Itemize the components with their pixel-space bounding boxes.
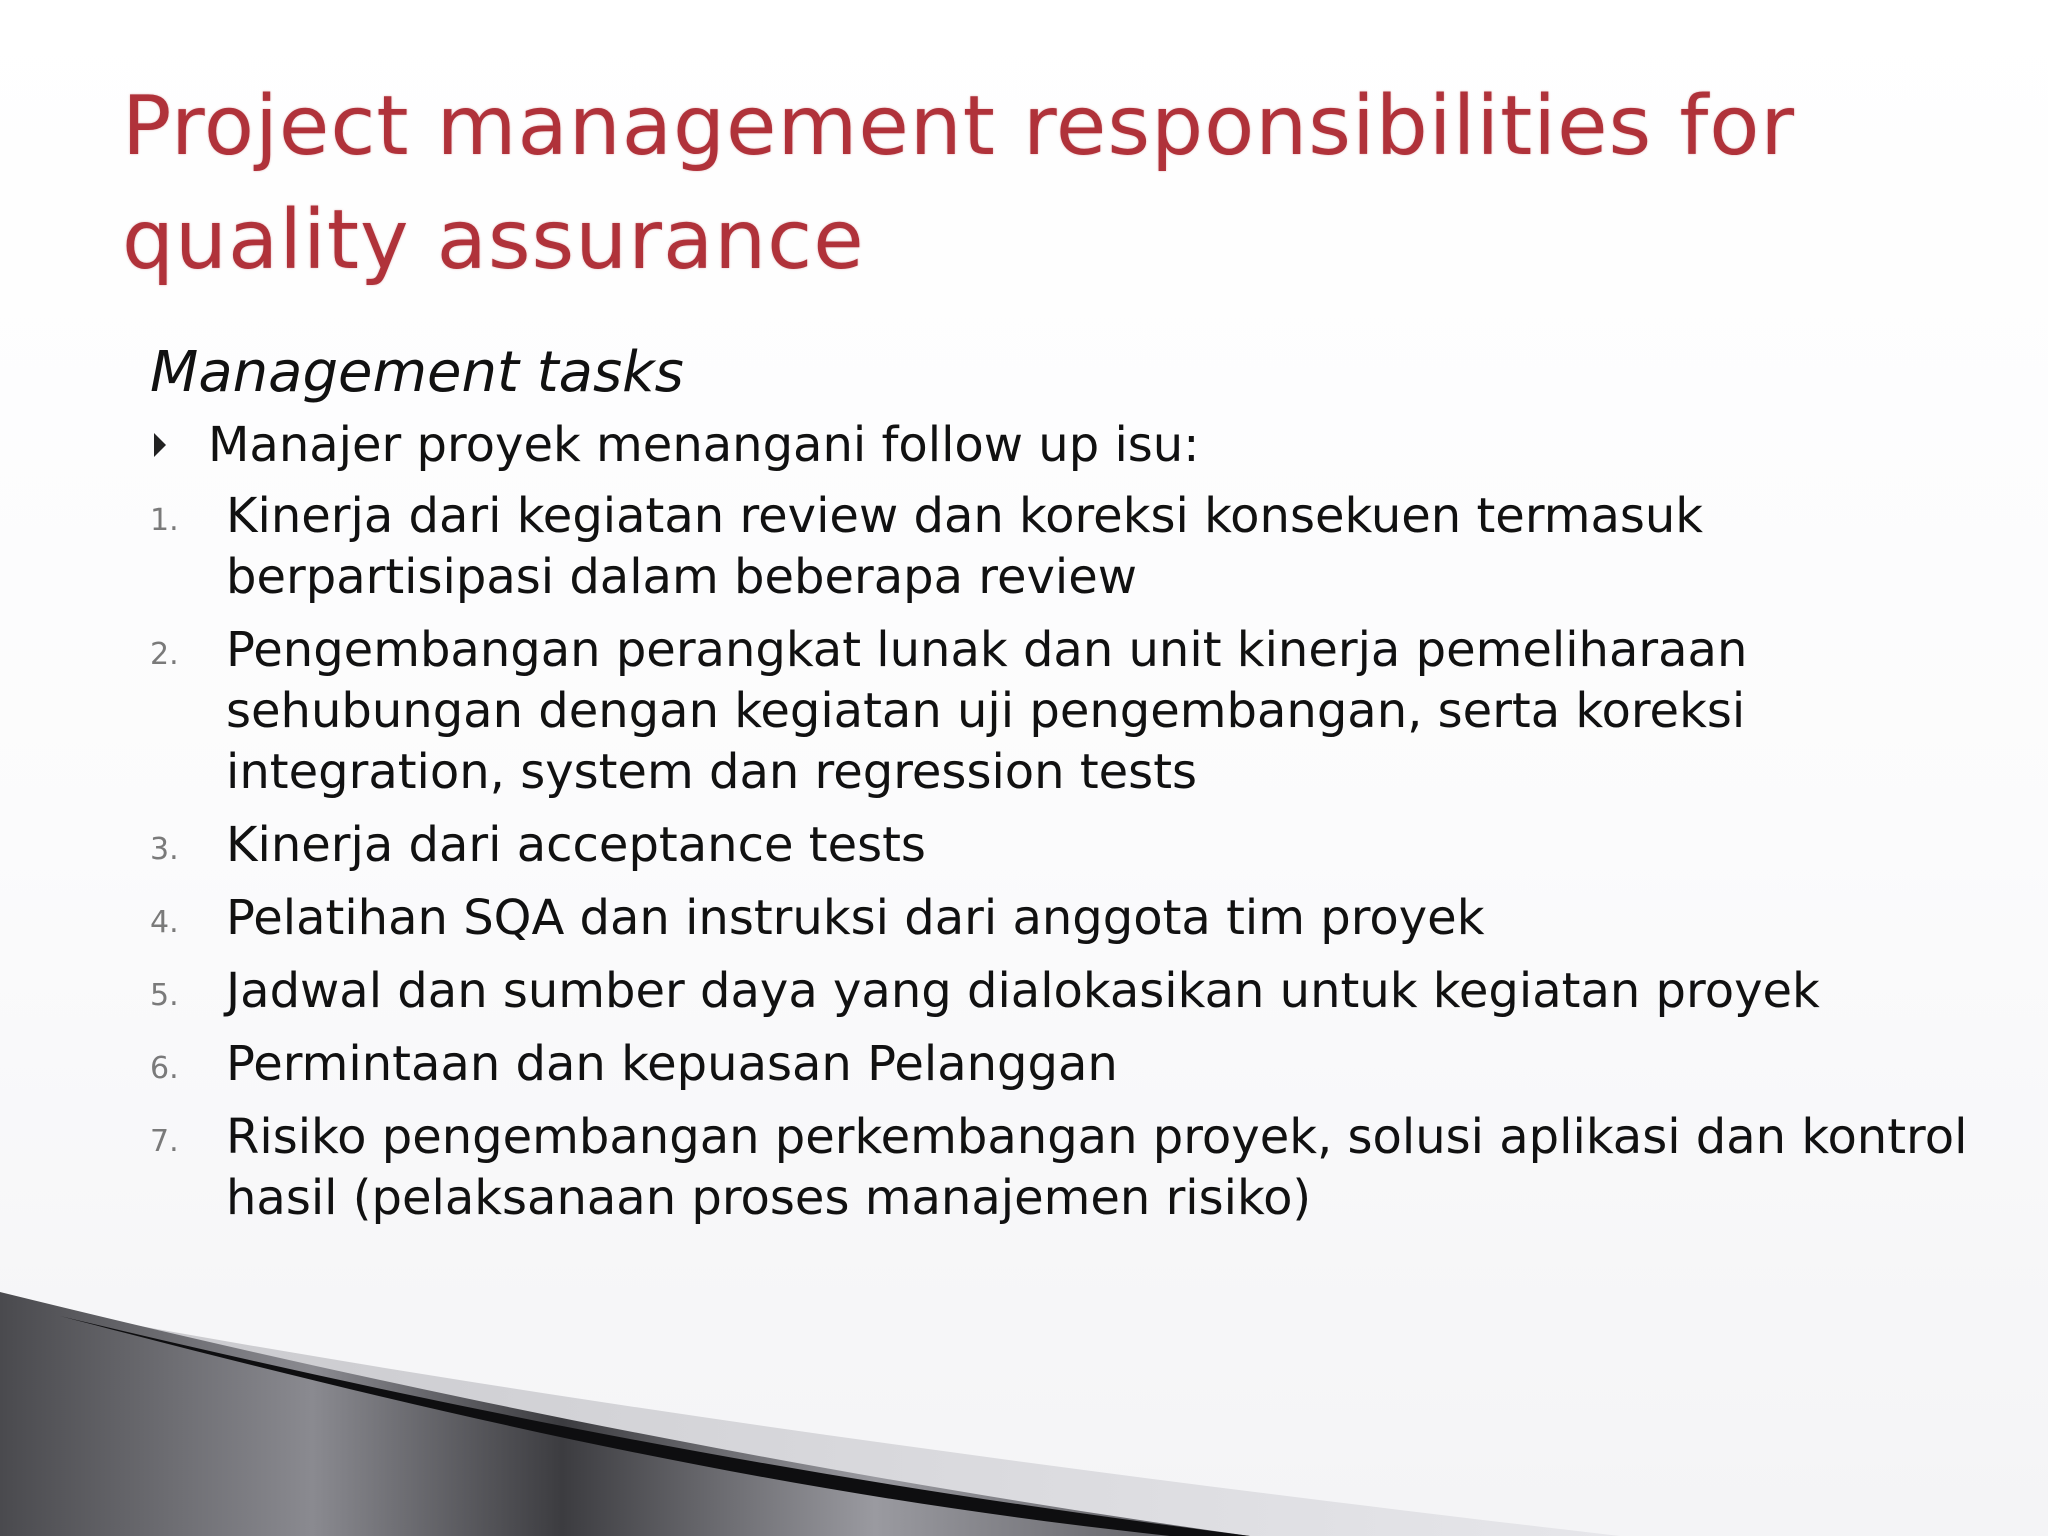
list-item-text: Kinerja dari kegiatan review dan koreksi konsekuen termasuk berpartisipasi dalam beberapa review [226,488,1704,605]
list-item-number: 1. [150,503,179,538]
decorative-swoosh [0,1276,2048,1536]
intro-bullet [150,410,1199,480]
list-item-text: Permintaan dan kepuasan Pelanggan [226,1036,1118,1092]
slide-title-line-2: quality assurance [122,193,865,288]
intro-bullet-text: Manajer proyek menangani follow up isu: [208,417,1200,473]
list-item-number: 4. [150,905,179,940]
list-item-text: Risiko pengembangan perkembangan proyek, solusi aplikasi dan kontrol hasil (pelaksanaan proses manajemen risiko) [226,1109,1968,1226]
list-item-text: Pengembangan perangkat lunak dan unit kinerja pemeliharaan sehubungan dengan kegiatan uji pengembangan, serta koreksi integration, system dan regression tests [226,622,1748,800]
list-item [150,1034,1990,1095]
list-item-number: 6. [150,1051,179,1086]
slide-title [122,70,1982,298]
list-item-number: 7. [150,1124,179,1159]
list-item [150,961,1990,1022]
list-item-number: 2. [150,637,179,672]
list-item [150,1107,1990,1229]
triangle-bullet-icon [154,433,166,457]
list-item [150,888,1990,949]
list-item-number: 5. [150,978,179,1013]
list-item-text: Kinerja dari acceptance tests [226,817,926,873]
list-item-text: Pelatihan SQA dan instruksi dari anggota tim proyek [226,890,1485,946]
slide-subtitle: Management tasks [150,340,684,405]
list-item [150,815,1990,876]
numbered-list [150,486,1990,1241]
list-item-text: Jadwal dan sumber daya yang dialokasikan untuk kegiatan proyek [226,963,1820,1019]
list-item [150,620,1990,803]
slide-title-line-1: Project management responsibilities for [122,79,1796,174]
list-item-number: 3. [150,832,179,867]
list-item [150,486,1990,608]
